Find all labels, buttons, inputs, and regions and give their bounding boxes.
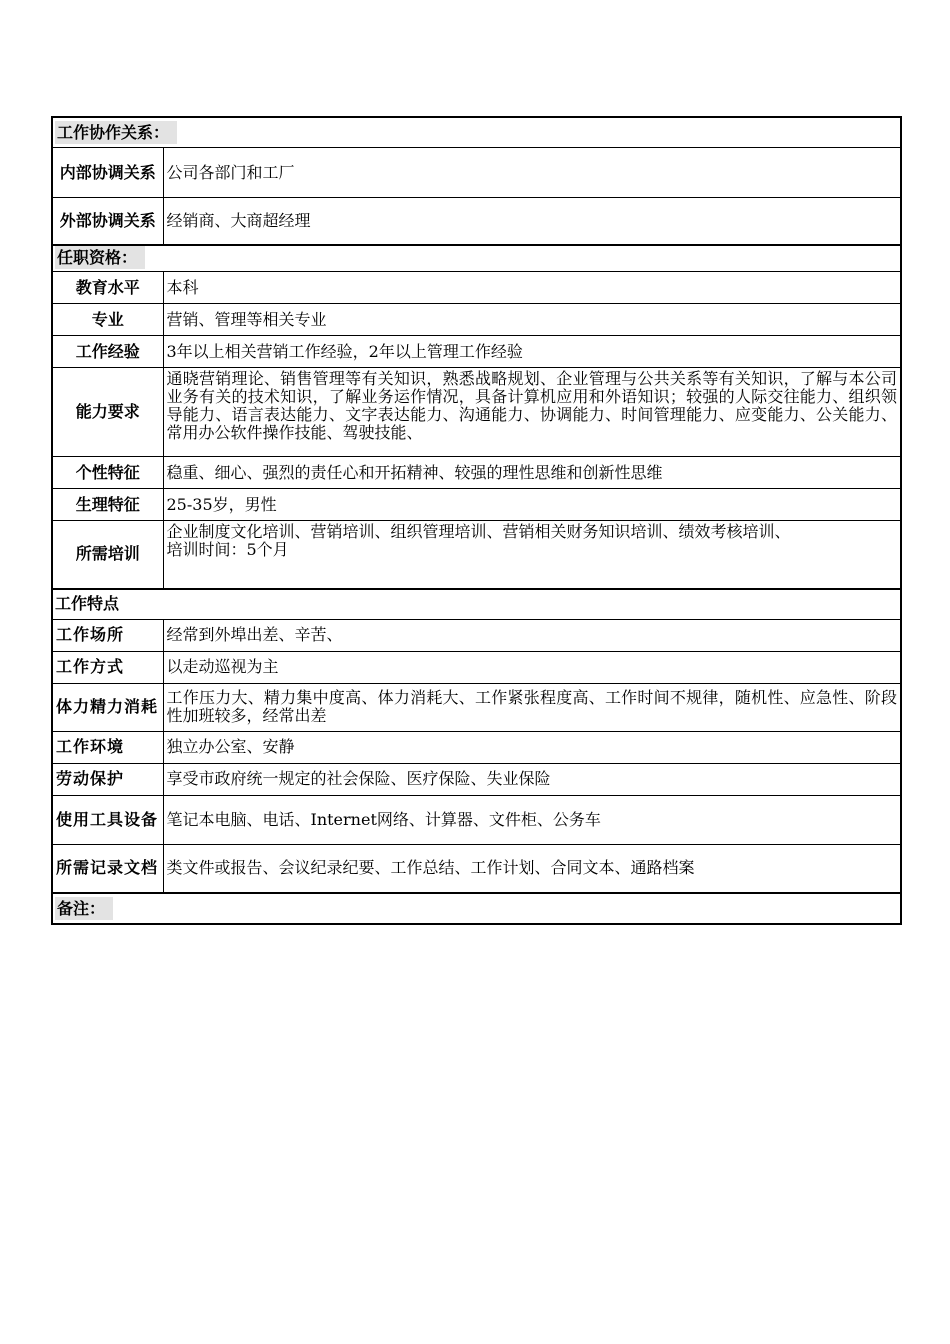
row-label: 工作环境 xyxy=(52,731,163,763)
section-title-notes: 备注： xyxy=(55,897,113,920)
row-value: 独立办公室、安静 xyxy=(163,731,901,763)
row-value: 公司各部门和工厂 xyxy=(163,148,901,198)
table-row xyxy=(52,683,901,731)
section-row-qual xyxy=(52,245,901,272)
row-label: 个性特征 xyxy=(52,457,163,489)
row-label: 工作方式 xyxy=(52,651,163,683)
row-value: 经销商、大商超经理 xyxy=(163,198,901,245)
table-row xyxy=(52,731,901,763)
section-title-coop: 工作协作关系： xyxy=(55,121,177,144)
row-value: 享受市政府统一规定的社会保险、医疗保险、失业保险 xyxy=(163,763,901,795)
section-row-work xyxy=(52,589,901,620)
row-label: 所需培训 xyxy=(52,521,163,589)
row-label: 体力精力消耗 xyxy=(52,683,163,731)
table-row xyxy=(52,651,901,683)
section-row-notes xyxy=(52,893,901,924)
table-row xyxy=(52,272,901,304)
row-value xyxy=(163,521,901,589)
table-row xyxy=(52,763,901,795)
row-value: 工作压力大、精力集中度高、体力消耗大、工作紧张程度高、工作时间不规律，随机性、应急性、阶段性加班较多，经常出差 xyxy=(163,683,901,731)
table-row xyxy=(52,368,901,457)
table-row xyxy=(52,489,901,521)
row-value: 经常到外埠出差、辛苦、 xyxy=(163,619,901,651)
row-value: 笔记本电脑、电话、Internet网络、计算器、文件柜、公务车 xyxy=(163,795,901,844)
job-spec-table xyxy=(51,116,902,925)
row-label: 专业 xyxy=(52,304,163,336)
row-value: 25-35岁，男性 xyxy=(163,489,901,521)
row-label: 使用工具设备 xyxy=(52,795,163,844)
row-value: 本科 xyxy=(163,272,901,304)
table-row xyxy=(52,521,901,589)
row-label: 能力要求 xyxy=(52,368,163,457)
section-row-coop xyxy=(52,117,901,148)
row-value: 3年以上相关营销工作经验，2年以上管理工作经验 xyxy=(163,336,901,368)
training-list: 企业制度文化培训、营销培训、组织管理培训、营销相关财务知识培训、绩效考核培训、 xyxy=(166,522,791,541)
table-row xyxy=(52,795,901,844)
row-label: 内部协调关系 xyxy=(52,148,163,198)
table-row xyxy=(52,844,901,893)
row-label: 工作经验 xyxy=(52,336,163,368)
table-row xyxy=(52,304,901,336)
row-label: 生理特征 xyxy=(52,489,163,521)
row-value: 营销、管理等相关专业 xyxy=(163,304,901,336)
training-duration: 培训时间：5个月 xyxy=(166,540,289,559)
row-label: 所需记录文档 xyxy=(52,844,163,893)
table-row xyxy=(52,336,901,368)
section-title-work: 工作特点 xyxy=(55,594,120,613)
row-value: 稳重、细心、强烈的责任心和开拓精神、较强的理性思维和创新性思维 xyxy=(163,457,901,489)
row-value: 通晓营销理论、销售管理等有关知识，熟悉战略规划、企业管理与公共关系等有关知识，了解与本公司业务有关的技术知识，了解业务运作情况，具备计算机应用和外语知识；较强的人际交往能力、组织领导能力、语言表达能力、文字表达能力、沟通能力、协调能力、时间管理能力、应变能力、公关能力、常用办公软件操作技能、驾驶技能、 xyxy=(163,368,901,457)
table-row xyxy=(52,148,901,198)
section-title-qual: 任职资格： xyxy=(55,246,145,269)
row-label: 外部协调关系 xyxy=(52,198,163,245)
row-value: 类文件或报告、会议纪录纪要、工作总结、工作计划、合同文本、通路档案 xyxy=(163,844,901,893)
table-row xyxy=(52,457,901,489)
row-value: 以走动巡视为主 xyxy=(163,651,901,683)
row-label: 工作场所 xyxy=(52,619,163,651)
table-row xyxy=(52,619,901,651)
row-label: 教育水平 xyxy=(52,272,163,304)
row-label: 劳动保护 xyxy=(52,763,163,795)
table-row xyxy=(52,198,901,245)
